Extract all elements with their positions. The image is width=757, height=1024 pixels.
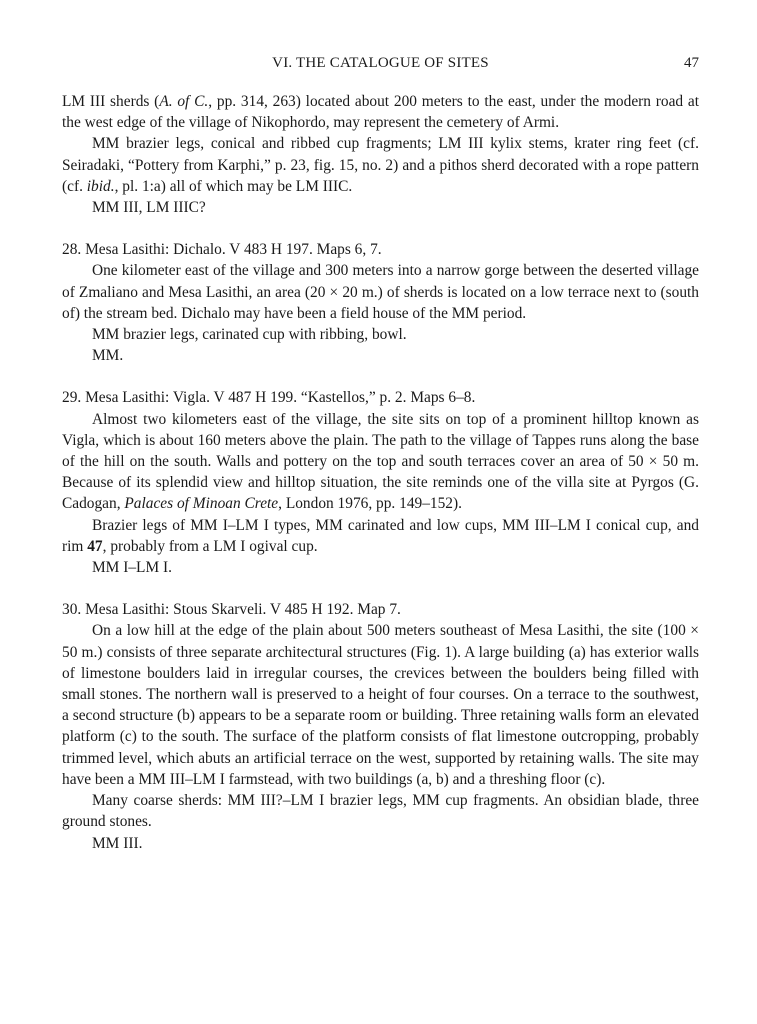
site-entry-28 [62, 239, 699, 366]
site-description: One kilometer east of the village and 300 meters into a narrow gorge between the deserted village of Zmaliano and Mesa Lasithi, an area (20 × 20 m.) of sherds is located on a low terrace next to (south of) the stream bed. Dichalo may have been a field house of the MM period. [62, 262, 699, 322]
finds-paragraph: Many coarse sherds: MM III?–LM I brazier legs, MM cup fragments. An obsidian blade, three ground stones. [62, 792, 699, 831]
site-entry-30 [62, 599, 699, 853]
finds-paragraph: Brazier legs of MM I–LM I types, MM carinated and low cups, MM III–LM I conical cup, and rim 47, probably from a LM I ogival cup. [62, 516, 699, 555]
site-heading: 28. Mesa Lasithi: Dichalo. V 483 H 197. Maps 6, 7. [62, 241, 382, 259]
finds-paragraph: MM brazier legs, conical and ribbed cup fragments; LM III kylix stems, krater ring feet (cf. Seiradaki, “Pottery from Karphi,” p. 23, fig. 15, no. 2) and a pithos sherd decorated with a rope pattern (cf. ibid., pl. 1:a) all of which may be LM IIIC. [62, 135, 699, 195]
citation: ibid. [86, 177, 115, 195]
page-body [62, 91, 699, 854]
page-number: 47 [684, 55, 699, 71]
continued-entry [62, 91, 699, 218]
running-title: VI. THE CATALOGUE OF SITES [272, 55, 489, 71]
period-line: MM III, LM IIIC? [92, 199, 206, 217]
catalogue-number: 47 [87, 537, 103, 555]
period-line: MM I–LM I. [92, 559, 172, 577]
finds-paragraph: MM brazier legs, carinated cup with ribbing, bowl. [92, 326, 407, 344]
running-header [62, 52, 699, 74]
period-line: MM. [92, 347, 124, 365]
period-line: MM III. [92, 834, 143, 852]
site-description: On a low hill at the edge of the plain about 500 meters southeast of Mesa Lasithi, the site (100 × 50 m.) consists of three separate architectural structures (Fig. 1). A large building (a) has exterior walls of limestone boulders laid in irregular courses, the crevices between the boulders being filled with small stones. The northern wall is preserved to a height of four courses. On a terrace to the southwest, a second structure (b) appears to be a separate room or building. Three retaining walls form an elevated platform (c) to the south. The surface of the platform consists of flat limestone outcropping, probably trimmed level, which abuts an artificial terrace on the west, supported by retaining walls. The site may have been a MM III–LM I farmstead, with two buildings (a, b) and a threshing floor (c). [62, 622, 699, 788]
citation: A. of C. [159, 93, 209, 110]
site-heading: 29. Mesa Lasithi: Vigla. V 487 H 199. “Kastellos,” p. 2. Maps 6–8. [62, 389, 476, 407]
paragraph: LM III sherds (A. of C., pp. 314, 263) located about 200 meters to the east, under the modern road at the west edge of the village of Nikophordo, may represent the cemetery of Armi. [62, 93, 700, 132]
site-description: Almost two kilometers east of the village, the site sits on top of a prominent hilltop known as Vigla, which is about 160 meters above the plain. The path to the village of Tappes runs along the base of the hill on the south. Walls and pottery on the top and south terraces cover an area of 50 × 50 m. Because of its splendid view and hilltop situation, the site reminds one of the villa site at Pyrgos (G. Cadogan, Palaces of Minoan Crete, London 1976, pp. 149–152). [62, 410, 699, 513]
site-heading: 30. Mesa Lasithi: Stous Skarveli. V 485 H 192. Map 7. [62, 601, 401, 619]
site-entry-29 [62, 387, 699, 578]
citation: Palaces of Minoan Crete [124, 495, 279, 513]
